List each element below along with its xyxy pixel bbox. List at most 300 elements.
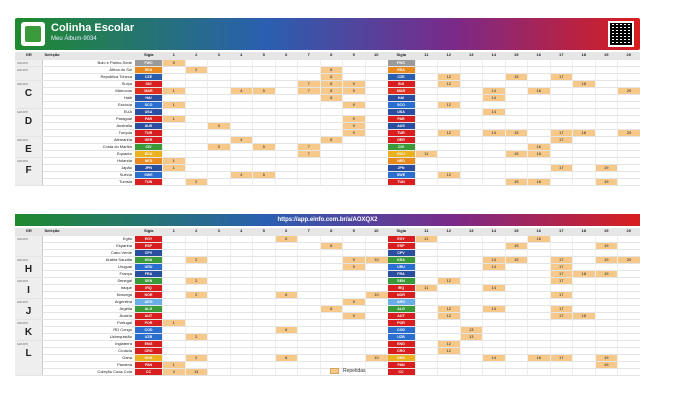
sticker-cell[interactable]	[573, 87, 596, 94]
sticker-cell[interactable]	[253, 242, 276, 249]
sticker-cell[interactable]	[415, 115, 438, 122]
sticker-cell[interactable]: 12	[438, 312, 461, 319]
sticker-cell[interactable]	[275, 73, 298, 80]
sticker-cell[interactable]	[528, 347, 551, 354]
sticker-cell[interactable]	[528, 249, 551, 256]
sticker-cell[interactable]	[618, 242, 641, 249]
sticker-cell[interactable]	[230, 108, 253, 115]
sticker-cell[interactable]	[483, 340, 506, 347]
sticker-cell[interactable]	[365, 80, 388, 87]
sticker-cell[interactable]	[438, 256, 461, 263]
sticker-cell[interactable]	[208, 171, 231, 178]
sticker-cell[interactable]	[618, 312, 641, 319]
sticker-cell[interactable]	[230, 59, 253, 66]
sticker-cell[interactable]: 14	[483, 87, 506, 94]
sticker-cell[interactable]	[253, 326, 276, 333]
sticker-cell[interactable]	[343, 178, 366, 185]
sticker-cell[interactable]	[595, 87, 618, 94]
sticker-cell[interactable]	[528, 129, 551, 136]
sticker-cell[interactable]	[208, 249, 231, 256]
sticker-cell[interactable]	[320, 277, 343, 284]
sticker-cell[interactable]	[595, 235, 618, 242]
sticker-cell[interactable]	[185, 361, 208, 368]
sticker-cell[interactable]	[550, 115, 573, 122]
sticker-cell[interactable]	[595, 319, 618, 326]
sticker-cell[interactable]	[505, 143, 528, 150]
sticker-cell[interactable]	[275, 143, 298, 150]
sticker-cell[interactable]	[438, 368, 461, 375]
sticker-cell[interactable]	[298, 59, 321, 66]
sticker-cell[interactable]	[230, 157, 253, 164]
sticker-cell[interactable]: 20	[618, 129, 641, 136]
sticker-cell[interactable]	[618, 340, 641, 347]
sticker-cell[interactable]: 10	[365, 256, 388, 263]
sticker-cell[interactable]	[550, 171, 573, 178]
sticker-cell[interactable]	[415, 270, 438, 277]
sticker-cell[interactable]	[365, 263, 388, 270]
qr-code-icon[interactable]	[608, 21, 634, 47]
sticker-cell[interactable]	[365, 368, 388, 375]
sticker-cell[interactable]	[550, 235, 573, 242]
sticker-cell[interactable]	[415, 347, 438, 354]
sticker-cell[interactable]	[550, 368, 573, 375]
sticker-cell[interactable]	[505, 171, 528, 178]
sticker-cell[interactable]	[365, 235, 388, 242]
sticker-cell[interactable]: 12	[438, 347, 461, 354]
sticker-cell[interactable]	[460, 178, 483, 185]
sticker-cell[interactable]	[550, 150, 573, 157]
sticker-cell[interactable]	[573, 340, 596, 347]
sticker-cell[interactable]	[365, 298, 388, 305]
sticker-cell[interactable]	[320, 319, 343, 326]
sticker-cell[interactable]	[618, 59, 641, 66]
sticker-cell[interactable]: 19	[595, 178, 618, 185]
sticker-cell[interactable]	[343, 164, 366, 171]
sticker-cell[interactable]	[460, 122, 483, 129]
sticker-cell[interactable]	[320, 312, 343, 319]
sticker-cell[interactable]	[505, 361, 528, 368]
sticker-cell[interactable]	[298, 66, 321, 73]
sticker-cell[interactable]	[275, 368, 298, 375]
sticker-cell[interactable]	[618, 235, 641, 242]
sticker-cell[interactable]	[438, 164, 461, 171]
sticker-cell[interactable]	[185, 340, 208, 347]
sticker-cell[interactable]: 14	[483, 129, 506, 136]
sticker-cell[interactable]	[208, 270, 231, 277]
sticker-cell[interactable]	[208, 333, 231, 340]
sticker-cell[interactable]	[185, 235, 208, 242]
sticker-cell[interactable]	[275, 256, 298, 263]
sticker-cell[interactable]	[618, 277, 641, 284]
sticker-cell[interactable]	[505, 122, 528, 129]
sticker-cell[interactable]	[365, 277, 388, 284]
sticker-cell[interactable]	[618, 150, 641, 157]
sticker-cell[interactable]	[550, 59, 573, 66]
sticker-cell[interactable]	[298, 277, 321, 284]
sticker-cell[interactable]: 14	[185, 368, 208, 375]
sticker-cell[interactable]	[163, 108, 186, 115]
sticker-cell[interactable]	[185, 171, 208, 178]
sticker-cell[interactable]	[483, 361, 506, 368]
sticker-cell[interactable]	[320, 101, 343, 108]
sticker-cell[interactable]	[253, 354, 276, 361]
sticker-cell[interactable]	[438, 108, 461, 115]
sticker-cell[interactable]	[528, 291, 551, 298]
sticker-cell[interactable]	[298, 136, 321, 143]
sticker-cell[interactable]	[275, 249, 298, 256]
sticker-cell[interactable]	[185, 122, 208, 129]
sticker-cell[interactable]	[460, 256, 483, 263]
sticker-cell[interactable]	[573, 319, 596, 326]
sticker-cell[interactable]: 12	[438, 73, 461, 80]
sticker-cell[interactable]	[528, 115, 551, 122]
sticker-cell[interactable]: 1	[163, 164, 186, 171]
sticker-cell[interactable]: 14	[483, 263, 506, 270]
sticker-cell[interactable]	[505, 326, 528, 333]
sticker-cell[interactable]	[573, 291, 596, 298]
sticker-cell[interactable]: 8	[320, 136, 343, 143]
sticker-cell[interactable]	[550, 249, 573, 256]
sticker-cell[interactable]	[573, 368, 596, 375]
sticker-cell[interactable]	[573, 94, 596, 101]
sticker-cell[interactable]: 9	[343, 263, 366, 270]
sticker-cell[interactable]	[320, 361, 343, 368]
sticker-cell[interactable]	[298, 340, 321, 347]
sticker-cell[interactable]	[415, 326, 438, 333]
sticker-cell[interactable]	[415, 249, 438, 256]
sticker-cell[interactable]	[275, 178, 298, 185]
sticker-cell[interactable]	[208, 256, 231, 263]
sticker-cell[interactable]	[505, 87, 528, 94]
sticker-cell[interactable]	[253, 129, 276, 136]
sticker-cell[interactable]	[415, 122, 438, 129]
sticker-cell[interactable]	[438, 122, 461, 129]
sticker-cell[interactable]	[415, 171, 438, 178]
sticker-cell[interactable]	[415, 94, 438, 101]
sticker-cell[interactable]: 2	[185, 333, 208, 340]
sticker-cell[interactable]	[528, 284, 551, 291]
sticker-cell[interactable]	[208, 164, 231, 171]
sticker-cell[interactable]	[550, 94, 573, 101]
sticker-cell[interactable]	[550, 284, 573, 291]
sticker-cell[interactable]	[483, 164, 506, 171]
sticker-cell[interactable]	[528, 319, 551, 326]
sticker-cell[interactable]	[275, 66, 298, 73]
sticker-cell[interactable]	[483, 242, 506, 249]
sticker-cell[interactable]	[618, 347, 641, 354]
sticker-cell[interactable]: 4	[163, 368, 186, 375]
sticker-cell[interactable]	[415, 101, 438, 108]
sticker-cell[interactable]	[365, 164, 388, 171]
sticker-cell[interactable]: 1	[163, 157, 186, 164]
sticker-cell[interactable]	[230, 284, 253, 291]
sticker-cell[interactable]	[185, 115, 208, 122]
sticker-cell[interactable]: 2	[185, 354, 208, 361]
sticker-cell[interactable]	[460, 164, 483, 171]
sticker-cell[interactable]	[550, 66, 573, 73]
sticker-cell[interactable]: 16	[528, 354, 551, 361]
sticker-cell[interactable]	[573, 361, 596, 368]
sticker-cell[interactable]	[275, 312, 298, 319]
sticker-cell[interactable]	[230, 305, 253, 312]
sticker-cell[interactable]	[253, 263, 276, 270]
sticker-cell[interactable]	[618, 108, 641, 115]
sticker-cell[interactable]	[438, 242, 461, 249]
sticker-cell[interactable]	[343, 284, 366, 291]
sticker-cell[interactable]	[253, 312, 276, 319]
sticker-cell[interactable]	[365, 157, 388, 164]
sticker-cell[interactable]: 7	[298, 143, 321, 150]
sticker-cell[interactable]	[230, 298, 253, 305]
sticker-cell[interactable]	[253, 164, 276, 171]
sticker-cell[interactable]	[185, 263, 208, 270]
sticker-cell[interactable]	[618, 263, 641, 270]
sticker-cell[interactable]	[230, 178, 253, 185]
sticker-cell[interactable]	[415, 66, 438, 73]
sticker-cell[interactable]	[365, 347, 388, 354]
sticker-cell[interactable]	[163, 150, 186, 157]
sticker-cell[interactable]	[230, 270, 253, 277]
sticker-cell[interactable]	[253, 122, 276, 129]
sticker-cell[interactable]	[320, 347, 343, 354]
sticker-cell[interactable]	[230, 143, 253, 150]
sticker-cell[interactable]	[528, 256, 551, 263]
sticker-cell[interactable]	[208, 66, 231, 73]
sticker-cell[interactable]	[528, 80, 551, 87]
sticker-cell[interactable]	[320, 333, 343, 340]
sticker-cell[interactable]	[460, 80, 483, 87]
sticker-cell[interactable]	[208, 291, 231, 298]
sticker-cell[interactable]	[573, 150, 596, 157]
sticker-cell[interactable]: 19	[595, 270, 618, 277]
sticker-cell[interactable]	[253, 101, 276, 108]
sticker-cell[interactable]	[343, 136, 366, 143]
sticker-cell[interactable]	[230, 256, 253, 263]
sticker-cell[interactable]	[163, 66, 186, 73]
sticker-cell[interactable]	[275, 340, 298, 347]
sticker-cell[interactable]	[528, 368, 551, 375]
sticker-cell[interactable]	[528, 277, 551, 284]
sticker-cell[interactable]	[595, 129, 618, 136]
sticker-cell[interactable]	[415, 354, 438, 361]
sticker-cell[interactable]	[618, 298, 641, 305]
sticker-cell[interactable]	[483, 312, 506, 319]
sticker-cell[interactable]	[438, 270, 461, 277]
sticker-cell[interactable]	[415, 136, 438, 143]
sticker-cell[interactable]	[618, 368, 641, 375]
sticker-cell[interactable]: 1	[163, 115, 186, 122]
sticker-cell[interactable]	[208, 340, 231, 347]
sticker-cell[interactable]	[365, 122, 388, 129]
sticker-cell[interactable]	[595, 73, 618, 80]
sticker-cell[interactable]	[460, 73, 483, 80]
sticker-cell[interactable]	[415, 59, 438, 66]
sticker-cell[interactable]	[460, 108, 483, 115]
sticker-cell[interactable]: 17	[550, 164, 573, 171]
sticker-cell[interactable]	[528, 361, 551, 368]
sticker-cell[interactable]	[365, 242, 388, 249]
sticker-cell[interactable]	[505, 136, 528, 143]
sticker-cell[interactable]	[505, 94, 528, 101]
sticker-cell[interactable]: 9	[343, 101, 366, 108]
sticker-cell[interactable]	[550, 101, 573, 108]
sticker-cell[interactable]	[415, 277, 438, 284]
sticker-cell[interactable]	[253, 73, 276, 80]
sticker-cell[interactable]	[320, 164, 343, 171]
sticker-cell[interactable]	[550, 87, 573, 94]
sticker-cell[interactable]	[595, 122, 618, 129]
sticker-cell[interactable]	[460, 94, 483, 101]
sticker-cell[interactable]	[438, 150, 461, 157]
sticker-cell[interactable]	[298, 171, 321, 178]
sticker-cell[interactable]	[573, 136, 596, 143]
sticker-cell[interactable]	[230, 347, 253, 354]
sticker-cell[interactable]: 18	[573, 270, 596, 277]
sticker-cell[interactable]	[343, 235, 366, 242]
sticker-cell[interactable]	[483, 66, 506, 73]
sticker-cell[interactable]	[163, 347, 186, 354]
sticker-cell[interactable]: 5	[253, 143, 276, 150]
sticker-cell[interactable]	[415, 368, 438, 375]
sticker-cell[interactable]: 8	[320, 305, 343, 312]
sticker-cell[interactable]	[415, 108, 438, 115]
sticker-cell[interactable]	[275, 361, 298, 368]
sticker-cell[interactable]: 9	[343, 312, 366, 319]
sticker-cell[interactable]	[343, 249, 366, 256]
sticker-cell[interactable]: 11	[415, 235, 438, 242]
sticker-cell[interactable]	[275, 150, 298, 157]
sticker-cell[interactable]: 18	[573, 80, 596, 87]
sticker-cell[interactable]	[460, 368, 483, 375]
sticker-cell[interactable]	[230, 354, 253, 361]
sticker-cell[interactable]	[505, 263, 528, 270]
sticker-cell[interactable]	[438, 333, 461, 340]
sticker-cell[interactable]	[460, 249, 483, 256]
sticker-cell[interactable]	[460, 284, 483, 291]
sticker-cell[interactable]	[320, 256, 343, 263]
sticker-cell[interactable]	[460, 277, 483, 284]
sticker-cell[interactable]	[550, 340, 573, 347]
sticker-cell[interactable]	[253, 235, 276, 242]
sticker-cell[interactable]	[483, 115, 506, 122]
sticker-cell[interactable]	[298, 242, 321, 249]
sticker-cell[interactable]	[483, 368, 506, 375]
sticker-cell[interactable]	[505, 235, 528, 242]
sticker-cell[interactable]	[275, 277, 298, 284]
sticker-cell[interactable]	[365, 136, 388, 143]
sticker-cell[interactable]: 9	[343, 129, 366, 136]
sticker-cell[interactable]	[298, 263, 321, 270]
sticker-cell[interactable]	[595, 305, 618, 312]
sticker-cell[interactable]	[298, 115, 321, 122]
sticker-cell[interactable]	[320, 108, 343, 115]
sticker-cell[interactable]: 11	[415, 284, 438, 291]
sticker-cell[interactable]	[163, 340, 186, 347]
sticker-cell[interactable]	[483, 73, 506, 80]
sticker-cell[interactable]	[595, 298, 618, 305]
sticker-cell[interactable]	[208, 101, 231, 108]
sticker-cell[interactable]: 15	[505, 178, 528, 185]
sticker-cell[interactable]	[230, 319, 253, 326]
sticker-cell[interactable]	[618, 270, 641, 277]
sticker-cell[interactable]	[230, 164, 253, 171]
sticker-cell[interactable]	[253, 59, 276, 66]
sticker-cell[interactable]	[483, 298, 506, 305]
sticker-cell[interactable]	[298, 361, 321, 368]
sticker-cell[interactable]	[415, 178, 438, 185]
sticker-cell[interactable]	[595, 136, 618, 143]
sticker-cell[interactable]	[365, 59, 388, 66]
sticker-cell[interactable]	[618, 249, 641, 256]
sticker-cell[interactable]	[438, 235, 461, 242]
sticker-cell[interactable]	[505, 108, 528, 115]
sticker-cell[interactable]	[208, 354, 231, 361]
sticker-cell[interactable]: 17	[550, 129, 573, 136]
sticker-cell[interactable]	[595, 108, 618, 115]
sticker-cell[interactable]	[275, 101, 298, 108]
sticker-cell[interactable]	[298, 101, 321, 108]
sticker-cell[interactable]	[573, 115, 596, 122]
sticker-cell[interactable]	[618, 164, 641, 171]
sticker-cell[interactable]	[438, 298, 461, 305]
sticker-cell[interactable]: 15	[505, 129, 528, 136]
sticker-cell[interactable]: 19	[595, 256, 618, 263]
sticker-cell[interactable]	[320, 263, 343, 270]
sticker-cell[interactable]	[483, 101, 506, 108]
sticker-cell[interactable]	[163, 256, 186, 263]
sticker-cell[interactable]	[528, 164, 551, 171]
sticker-cell[interactable]	[343, 333, 366, 340]
sticker-cell[interactable]	[438, 354, 461, 361]
sticker-cell[interactable]	[185, 347, 208, 354]
sticker-cell[interactable]	[483, 171, 506, 178]
sticker-cell[interactable]	[163, 291, 186, 298]
sticker-cell[interactable]	[438, 319, 461, 326]
sticker-cell[interactable]	[163, 354, 186, 361]
sticker-cell[interactable]: 15	[505, 150, 528, 157]
sticker-cell[interactable]	[230, 242, 253, 249]
sticker-cell[interactable]	[505, 354, 528, 361]
sticker-cell[interactable]	[230, 263, 253, 270]
sticker-cell[interactable]	[595, 143, 618, 150]
sticker-cell[interactable]	[365, 270, 388, 277]
sticker-cell[interactable]	[320, 354, 343, 361]
sticker-cell[interactable]	[438, 291, 461, 298]
sticker-cell[interactable]	[415, 340, 438, 347]
sticker-cell[interactable]: 15	[505, 73, 528, 80]
sticker-cell[interactable]	[415, 291, 438, 298]
sticker-cell[interactable]: 17	[550, 263, 573, 270]
sticker-cell[interactable]	[505, 66, 528, 73]
sticker-cell[interactable]	[460, 143, 483, 150]
sticker-cell[interactable]: 2	[185, 66, 208, 73]
sticker-cell[interactable]	[343, 326, 366, 333]
sticker-cell[interactable]	[595, 368, 618, 375]
sticker-cell[interactable]	[438, 66, 461, 73]
sticker-cell[interactable]	[275, 94, 298, 101]
sticker-cell[interactable]	[438, 115, 461, 122]
sticker-cell[interactable]: 14	[483, 94, 506, 101]
sticker-cell[interactable]	[415, 256, 438, 263]
sticker-cell[interactable]	[253, 157, 276, 164]
sticker-cell[interactable]	[528, 108, 551, 115]
sticker-cell[interactable]	[483, 150, 506, 157]
sticker-cell[interactable]	[365, 143, 388, 150]
sticker-cell[interactable]	[163, 270, 186, 277]
sticker-cell[interactable]	[460, 340, 483, 347]
sticker-cell[interactable]	[253, 277, 276, 284]
sticker-cell[interactable]: 17	[550, 270, 573, 277]
